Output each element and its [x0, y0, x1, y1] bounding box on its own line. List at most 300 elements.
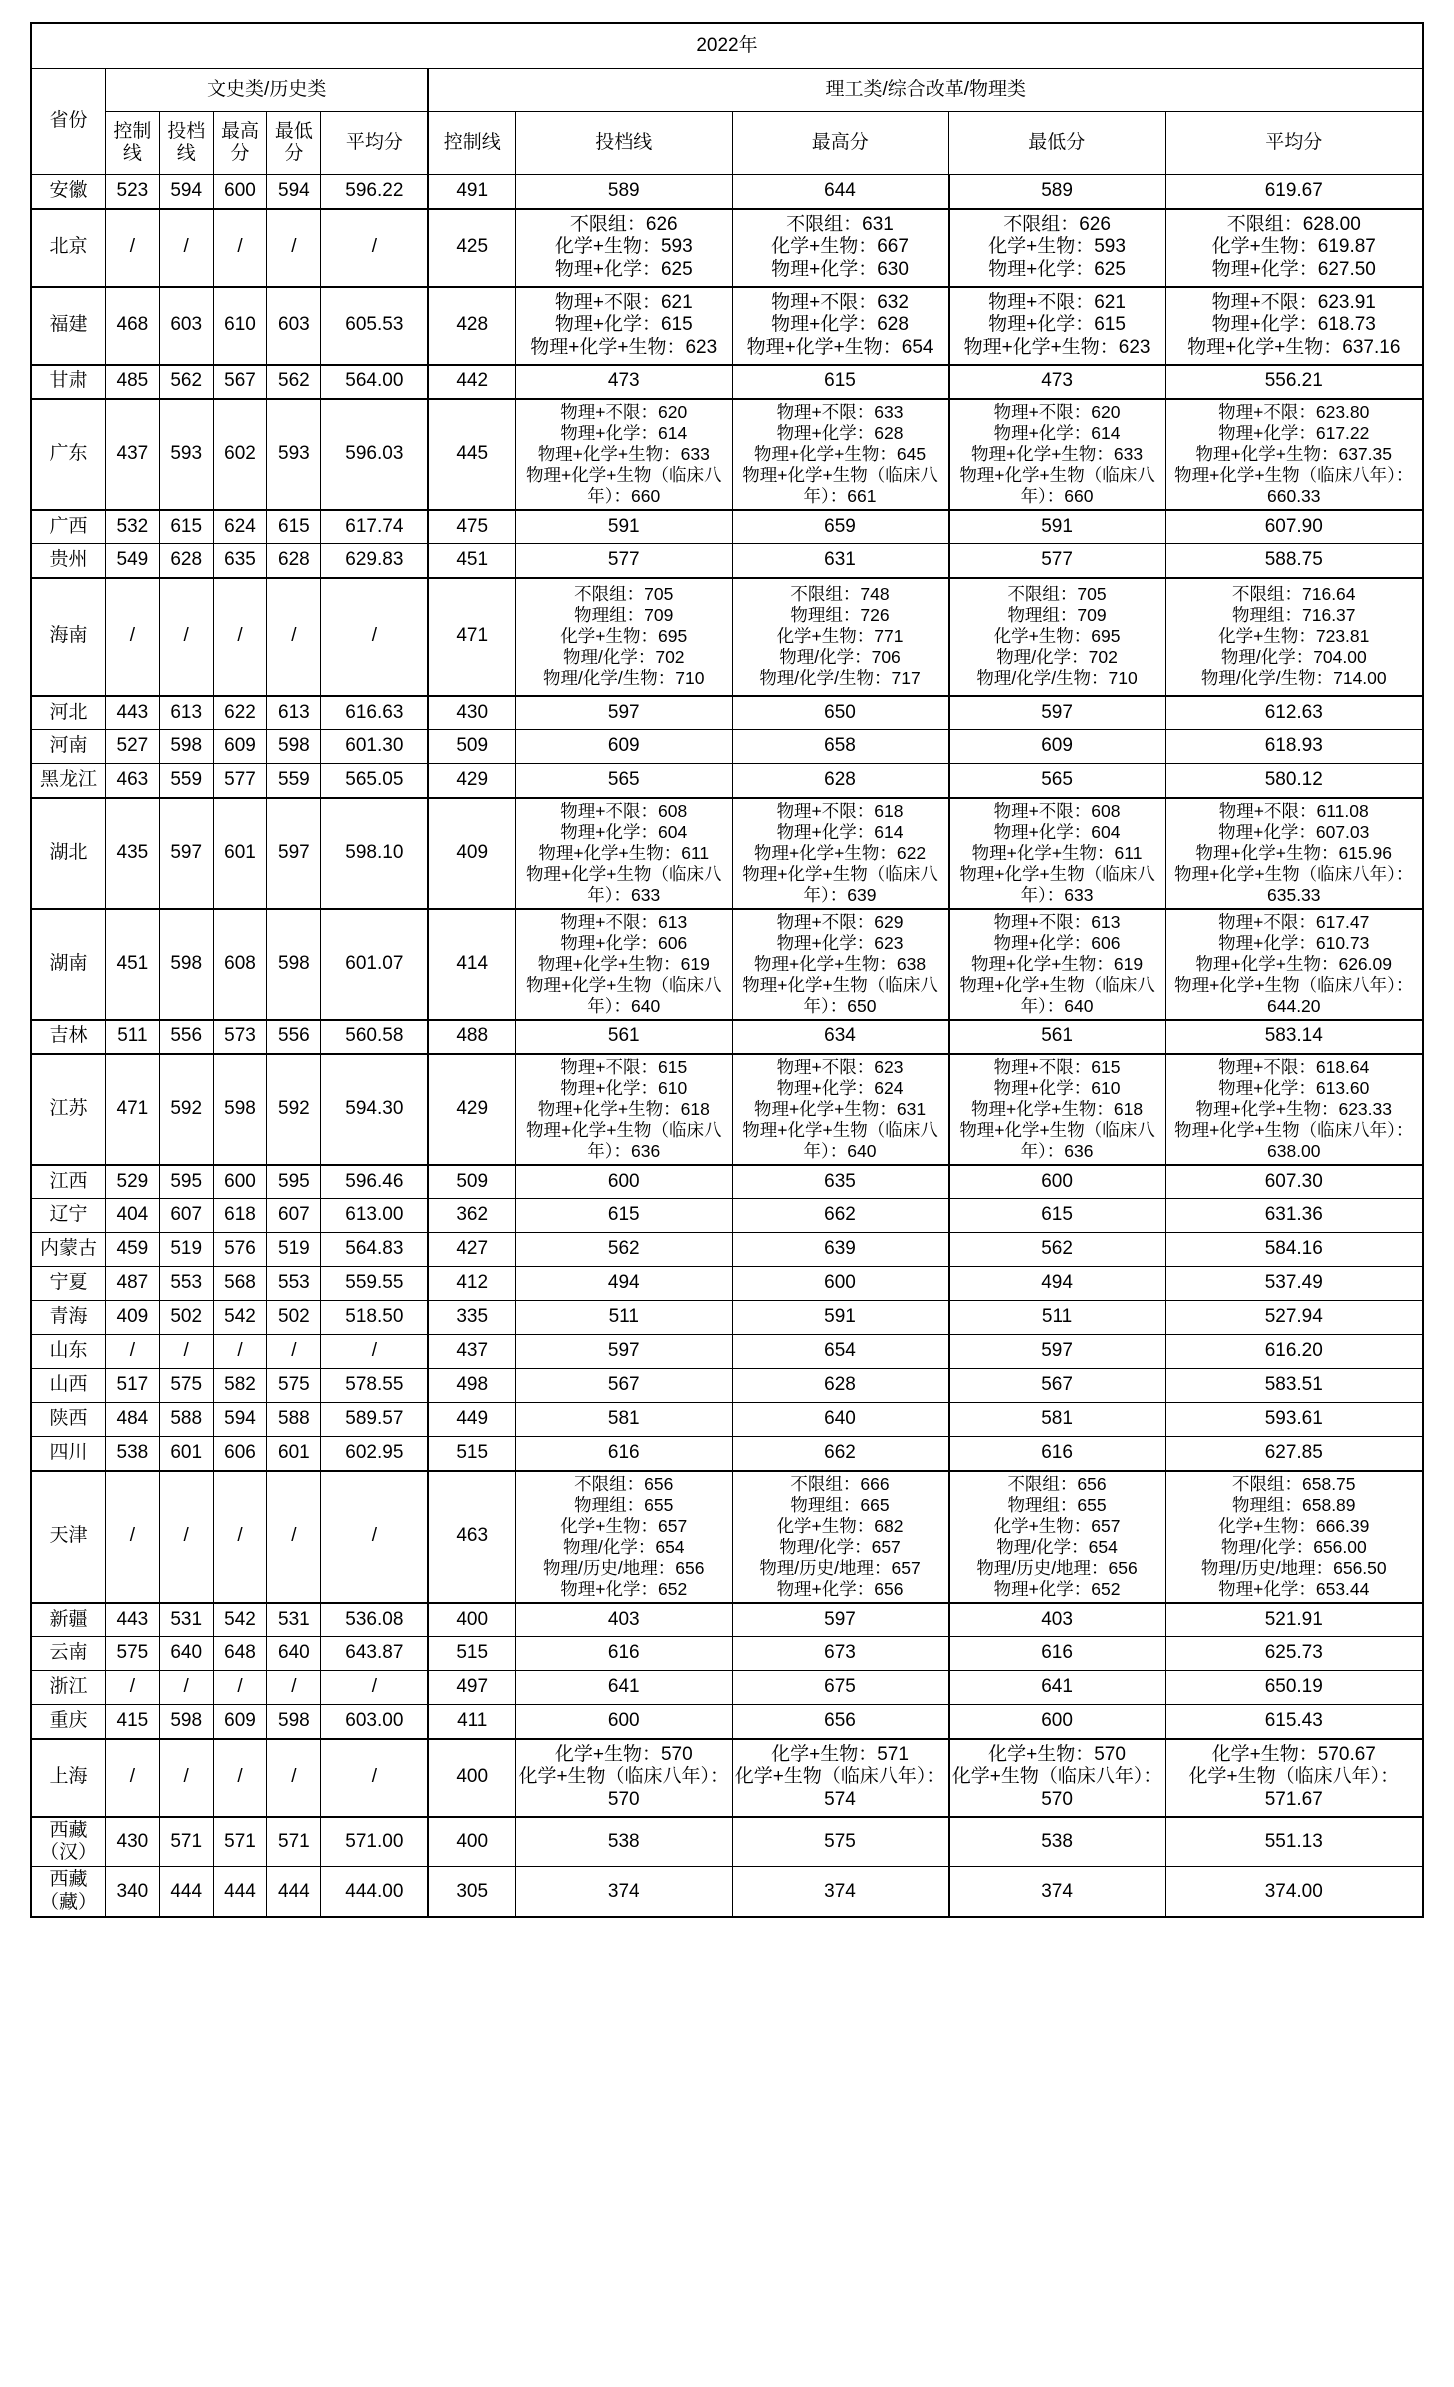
- cell-science-admit: 565: [516, 764, 733, 798]
- cell-science-admit: 494: [516, 1267, 733, 1301]
- cell-science-control: 437: [428, 1335, 515, 1369]
- cell-science-low: 562: [949, 1233, 1166, 1267]
- cell-science-control: 425: [428, 209, 515, 287]
- table-row: [31, 1369, 1423, 1403]
- table-row: [31, 1437, 1423, 1471]
- cell-liberal-control: 549: [105, 544, 159, 578]
- cell-liberal-control: 435: [105, 798, 159, 909]
- cell-science-admit: 物理+不限：620 物理+化学：614 物理+化学+生物：633 物理+化学+生物（临床八年）：660: [516, 399, 733, 510]
- cell-science-avg: 618.93: [1165, 730, 1423, 764]
- cell-liberal-admit: 597: [159, 798, 213, 909]
- table-row: [31, 764, 1423, 798]
- cell-science-avg: 615.43: [1165, 1705, 1423, 1739]
- cell-liberal-admit: 562: [159, 365, 213, 399]
- cell-science-admit: 化学+生物：570 化学+生物（临床八年）：570: [516, 1739, 733, 1817]
- cell-liberal-avg: /: [321, 1671, 429, 1705]
- cell-province: 西藏（藏）: [31, 1867, 105, 1917]
- cell-liberal-admit: 594: [159, 175, 213, 209]
- cell-liberal-control: 529: [105, 1165, 159, 1199]
- cell-science-high: 物理+不限：623 物理+化学：624 物理+化学+生物：631 物理+化学+生物（临床八年）：640: [732, 1054, 949, 1165]
- cell-province: 甘肃: [31, 365, 105, 399]
- cell-liberal-admit: 575: [159, 1369, 213, 1403]
- cell-science-low: 物理+不限：613 物理+化学：606 物理+化学+生物：619 物理+化学+生物（临床八年）：640: [949, 909, 1166, 1020]
- cell-liberal-high: 609: [213, 1705, 267, 1739]
- header-avg-science: 平均分: [1165, 112, 1423, 175]
- cell-science-avg: 374.00: [1165, 1867, 1423, 1917]
- cell-science-high: 不限组：748 物理组：726 化学+生物：771 物理/化学：706 物理/化学/生物：717: [732, 578, 949, 696]
- cell-science-low: 641: [949, 1671, 1166, 1705]
- table-row: [31, 209, 1423, 287]
- cell-liberal-admit: 571: [159, 1817, 213, 1867]
- cell-liberal-admit: 592: [159, 1054, 213, 1165]
- cell-liberal-control: 468: [105, 287, 159, 365]
- table-row: [31, 1817, 1423, 1867]
- cell-liberal-control: 430: [105, 1817, 159, 1867]
- cell-liberal-low: 615: [267, 510, 321, 544]
- cell-science-low: 567: [949, 1369, 1166, 1403]
- table-row: [31, 1403, 1423, 1437]
- cell-science-admit: 581: [516, 1403, 733, 1437]
- cell-science-high: 656: [732, 1705, 949, 1739]
- cell-science-high: 654: [732, 1335, 949, 1369]
- cell-science-avg: 不限组：658.75 物理组：658.89 化学+生物：666.39 物理/化学：656.00 物理/历史/地理：656.50 物理+化学：653.44: [1165, 1471, 1423, 1603]
- cell-liberal-high: /: [213, 1739, 267, 1817]
- table-row: [31, 1165, 1423, 1199]
- cell-science-admit: 600: [516, 1165, 733, 1199]
- cell-science-avg: 物理+不限：623.91 物理+化学：618.73 物理+化学+生物：637.16: [1165, 287, 1423, 365]
- cell-province: 上海: [31, 1739, 105, 1817]
- cell-province: 江苏: [31, 1054, 105, 1165]
- cell-liberal-control: 443: [105, 1603, 159, 1637]
- table-row: [31, 1705, 1423, 1739]
- cell-liberal-low: /: [267, 1739, 321, 1817]
- cell-science-avg: 607.90: [1165, 510, 1423, 544]
- header-group-liberal: 文史类/历史类: [105, 69, 428, 112]
- cell-science-control: 491: [428, 175, 515, 209]
- cell-science-avg: 593.61: [1165, 1403, 1423, 1437]
- cell-liberal-control: 459: [105, 1233, 159, 1267]
- cell-science-avg: 650.19: [1165, 1671, 1423, 1705]
- cell-science-admit: 577: [516, 544, 733, 578]
- cell-liberal-low: /: [267, 1671, 321, 1705]
- cell-science-control: 429: [428, 1054, 515, 1165]
- cell-science-high: 675: [732, 1671, 949, 1705]
- cell-province: 海南: [31, 578, 105, 696]
- cell-liberal-admit: 593: [159, 399, 213, 510]
- group-header-row: [31, 69, 1423, 112]
- cell-liberal-high: 610: [213, 287, 267, 365]
- cell-science-low: 不限组：705 物理组：709 化学+生物：695 物理/化学：702 物理/化学/生物：710: [949, 578, 1166, 696]
- cell-liberal-low: 598: [267, 730, 321, 764]
- cell-liberal-avg: 565.05: [321, 764, 429, 798]
- cell-science-avg: 521.91: [1165, 1603, 1423, 1637]
- cell-science-low: 不限组：626 化学+生物：593 物理+化学：625: [949, 209, 1166, 287]
- cell-liberal-avg: 594.30: [321, 1054, 429, 1165]
- cell-province: 辽宁: [31, 1199, 105, 1233]
- header-high-liberal: 最高分: [213, 112, 267, 175]
- cell-liberal-avg: /: [321, 578, 429, 696]
- cell-liberal-low: 603: [267, 287, 321, 365]
- cell-liberal-admit: 603: [159, 287, 213, 365]
- cell-liberal-avg: 601.30: [321, 730, 429, 764]
- cell-liberal-high: 600: [213, 175, 267, 209]
- cell-liberal-high: /: [213, 209, 267, 287]
- cell-science-low: 不限组：656 物理组：655 化学+生物：657 物理/化学：654 物理/历史/地理：656 物理+化学：652: [949, 1471, 1166, 1603]
- cell-liberal-low: 575: [267, 1369, 321, 1403]
- cell-province: 北京: [31, 209, 105, 287]
- table-row: [31, 696, 1423, 730]
- cell-liberal-admit: 588: [159, 1403, 213, 1437]
- cell-science-high: 不限组：666 物理组：665 化学+生物：682 物理/化学：657 物理/历史/地理：657 物理+化学：656: [732, 1471, 949, 1603]
- page-title: 2022年: [31, 23, 1423, 69]
- cell-science-high: 物理+不限：629 物理+化学：623 物理+化学+生物：638 物理+化学+生物（临床八年）：650: [732, 909, 949, 1020]
- cell-liberal-avg: 629.83: [321, 544, 429, 578]
- cell-liberal-admit: 519: [159, 1233, 213, 1267]
- cell-liberal-control: 463: [105, 764, 159, 798]
- cell-science-admit: 600: [516, 1705, 733, 1739]
- header-control-science: 控制线: [428, 112, 515, 175]
- cell-science-avg: 583.51: [1165, 1369, 1423, 1403]
- cell-province: 陕西: [31, 1403, 105, 1437]
- cell-science-high: 631: [732, 544, 949, 578]
- cell-science-admit: 538: [516, 1817, 733, 1867]
- cell-liberal-low: 531: [267, 1603, 321, 1637]
- cell-science-avg: 537.49: [1165, 1267, 1423, 1301]
- cell-science-admit: 物理+不限：615 物理+化学：610 物理+化学+生物：618 物理+化学+生物（临床八年）：636: [516, 1054, 733, 1165]
- cell-science-control: 305: [428, 1867, 515, 1917]
- cell-province: 宁夏: [31, 1267, 105, 1301]
- cell-liberal-low: /: [267, 1471, 321, 1603]
- table-row: [31, 1233, 1423, 1267]
- cell-liberal-low: 562: [267, 365, 321, 399]
- cell-liberal-high: 567: [213, 365, 267, 399]
- cell-liberal-avg: 643.87: [321, 1637, 429, 1671]
- cell-science-high: 374: [732, 1867, 949, 1917]
- cell-liberal-low: 559: [267, 764, 321, 798]
- cell-liberal-avg: 444.00: [321, 1867, 429, 1917]
- cell-province: 四川: [31, 1437, 105, 1471]
- cell-science-control: 362: [428, 1199, 515, 1233]
- cell-liberal-low: 588: [267, 1403, 321, 1437]
- cell-science-control: 400: [428, 1739, 515, 1817]
- cell-liberal-admit: 556: [159, 1020, 213, 1054]
- header-group-science: 理工类/综合改革/物理类: [428, 69, 1423, 112]
- cell-science-admit: 不限组：626 化学+生物：593 物理+化学：625: [516, 209, 733, 287]
- cell-liberal-avg: /: [321, 209, 429, 287]
- cell-liberal-low: 640: [267, 1637, 321, 1671]
- cell-liberal-control: 409: [105, 1301, 159, 1335]
- cell-liberal-high: 606: [213, 1437, 267, 1471]
- cell-liberal-high: 609: [213, 730, 267, 764]
- cell-science-avg: 物理+不限：618.64 物理+化学：613.60 物理+化学+生物：623.33 物理+化学+生物（临床八年）：638.00: [1165, 1054, 1423, 1165]
- cell-science-high: 662: [732, 1199, 949, 1233]
- cell-liberal-avg: 616.63: [321, 696, 429, 730]
- cell-science-low: 600: [949, 1165, 1166, 1199]
- cell-science-admit: 597: [516, 696, 733, 730]
- cell-science-admit: 589: [516, 175, 733, 209]
- cell-province: 福建: [31, 287, 105, 365]
- cell-science-control: 411: [428, 1705, 515, 1739]
- cell-liberal-control: 404: [105, 1199, 159, 1233]
- cell-province: 山西: [31, 1369, 105, 1403]
- cell-liberal-avg: 559.55: [321, 1267, 429, 1301]
- cell-science-high: 591: [732, 1301, 949, 1335]
- cell-science-avg: 627.85: [1165, 1437, 1423, 1471]
- cell-science-control: 509: [428, 1165, 515, 1199]
- cell-liberal-control: /: [105, 1739, 159, 1817]
- cell-province: 河南: [31, 730, 105, 764]
- cell-science-admit: 物理+不限：621 物理+化学：615 物理+化学+生物：623: [516, 287, 733, 365]
- table-row: [31, 578, 1423, 696]
- cell-liberal-avg: 596.22: [321, 175, 429, 209]
- cell-science-admit: 609: [516, 730, 733, 764]
- cell-province: 吉林: [31, 1020, 105, 1054]
- cell-liberal-admit: 628: [159, 544, 213, 578]
- cell-liberal-admit: 553: [159, 1267, 213, 1301]
- cell-liberal-low: /: [267, 578, 321, 696]
- cell-science-low: 494: [949, 1267, 1166, 1301]
- cell-liberal-low: 592: [267, 1054, 321, 1165]
- cell-science-low: 473: [949, 365, 1166, 399]
- cell-liberal-low: 595: [267, 1165, 321, 1199]
- title-row: [31, 23, 1423, 69]
- cell-liberal-control: 575: [105, 1637, 159, 1671]
- cell-province: 天津: [31, 1471, 105, 1603]
- cell-liberal-admit: 598: [159, 730, 213, 764]
- cell-liberal-high: 601: [213, 798, 267, 909]
- table-row: [31, 365, 1423, 399]
- cell-liberal-control: 415: [105, 1705, 159, 1739]
- cell-science-low: 577: [949, 544, 1166, 578]
- cell-science-control: 515: [428, 1637, 515, 1671]
- cell-liberal-high: 582: [213, 1369, 267, 1403]
- cell-science-control: 497: [428, 1671, 515, 1705]
- header-admit-science: 投档线: [516, 112, 733, 175]
- cell-liberal-avg: 564.00: [321, 365, 429, 399]
- cell-science-low: 511: [949, 1301, 1166, 1335]
- cell-province: 山东: [31, 1335, 105, 1369]
- cell-science-high: 644: [732, 175, 949, 209]
- cell-science-high: 600: [732, 1267, 949, 1301]
- cell-liberal-control: 527: [105, 730, 159, 764]
- cell-liberal-low: 593: [267, 399, 321, 510]
- cell-science-control: 471: [428, 578, 515, 696]
- cell-liberal-admit: 595: [159, 1165, 213, 1199]
- cell-liberal-admit: 531: [159, 1603, 213, 1637]
- cell-liberal-avg: 589.57: [321, 1403, 429, 1437]
- table-row: [31, 1054, 1423, 1165]
- cell-province: 重庆: [31, 1705, 105, 1739]
- cell-liberal-high: 571: [213, 1817, 267, 1867]
- cell-science-avg: 556.21: [1165, 365, 1423, 399]
- table-row: [31, 510, 1423, 544]
- cell-science-control: 414: [428, 909, 515, 1020]
- cell-science-low: 374: [949, 1867, 1166, 1917]
- cell-liberal-avg: 605.53: [321, 287, 429, 365]
- cell-province: 江西: [31, 1165, 105, 1199]
- cell-science-high: 不限组：631 化学+生物：667 物理+化学：630: [732, 209, 949, 287]
- cell-science-high: 639: [732, 1233, 949, 1267]
- column-header-row: [31, 112, 1423, 175]
- cell-liberal-high: 622: [213, 696, 267, 730]
- table-row: [31, 544, 1423, 578]
- cell-science-control: 429: [428, 764, 515, 798]
- cell-science-avg: 580.12: [1165, 764, 1423, 798]
- cell-liberal-admit: /: [159, 209, 213, 287]
- cell-science-avg: 物理+不限：623.80 物理+化学：617.22 物理+化学+生物：637.35 物理+化学+生物（临床八年）：660.33: [1165, 399, 1423, 510]
- cell-science-high: 物理+不限：633 物理+化学：628 物理+化学+生物：645 物理+化学+生物（临床八年）：661: [732, 399, 949, 510]
- cell-science-avg: 551.13: [1165, 1817, 1423, 1867]
- cell-science-control: 442: [428, 365, 515, 399]
- cell-science-high: 615: [732, 365, 949, 399]
- cell-science-avg: 583.14: [1165, 1020, 1423, 1054]
- cell-liberal-high: 624: [213, 510, 267, 544]
- cell-liberal-high: /: [213, 1671, 267, 1705]
- cell-science-high: 650: [732, 696, 949, 730]
- cell-science-admit: 403: [516, 1603, 733, 1637]
- cell-liberal-avg: 564.83: [321, 1233, 429, 1267]
- cell-liberal-control: /: [105, 1471, 159, 1603]
- cell-science-low: 589: [949, 175, 1166, 209]
- cell-liberal-admit: 640: [159, 1637, 213, 1671]
- cell-science-control: 509: [428, 730, 515, 764]
- header-low-science: 最低分: [949, 112, 1166, 175]
- cell-science-admit: 591: [516, 510, 733, 544]
- cell-liberal-low: 594: [267, 175, 321, 209]
- cell-liberal-admit: 615: [159, 510, 213, 544]
- header-low-liberal: 最低分: [267, 112, 321, 175]
- cell-science-control: 451: [428, 544, 515, 578]
- cell-science-low: 597: [949, 696, 1166, 730]
- cell-science-high: 635: [732, 1165, 949, 1199]
- cell-province: 内蒙古: [31, 1233, 105, 1267]
- cell-science-low: 物理+不限：608 物理+化学：604 物理+化学+生物：611 物理+化学+生物（临床八年）：633: [949, 798, 1166, 909]
- cell-liberal-avg: 571.00: [321, 1817, 429, 1867]
- cell-liberal-control: 340: [105, 1867, 159, 1917]
- cell-liberal-admit: /: [159, 1671, 213, 1705]
- cell-science-control: 430: [428, 696, 515, 730]
- cell-science-high: 673: [732, 1637, 949, 1671]
- cell-liberal-admit: /: [159, 1739, 213, 1817]
- cell-province: 河北: [31, 696, 105, 730]
- table-row: [31, 287, 1423, 365]
- cell-liberal-control: 511: [105, 1020, 159, 1054]
- cell-liberal-avg: 617.74: [321, 510, 429, 544]
- cell-science-avg: 612.63: [1165, 696, 1423, 730]
- cell-science-low: 581: [949, 1403, 1166, 1437]
- cell-science-control: 335: [428, 1301, 515, 1335]
- cell-liberal-high: 576: [213, 1233, 267, 1267]
- table-row: [31, 909, 1423, 1020]
- cell-liberal-low: 607: [267, 1199, 321, 1233]
- cell-science-avg: 619.67: [1165, 175, 1423, 209]
- cell-science-high: 575: [732, 1817, 949, 1867]
- cell-liberal-high: 598: [213, 1054, 267, 1165]
- cell-liberal-high: /: [213, 1335, 267, 1369]
- table-row: [31, 1603, 1423, 1637]
- cell-science-low: 609: [949, 730, 1166, 764]
- cell-liberal-low: 601: [267, 1437, 321, 1471]
- cell-liberal-low: 556: [267, 1020, 321, 1054]
- header-avg-liberal: 平均分: [321, 112, 429, 175]
- cell-science-low: 565: [949, 764, 1166, 798]
- cell-liberal-avg: 613.00: [321, 1199, 429, 1233]
- cell-science-control: 445: [428, 399, 515, 510]
- cell-science-low: 物理+不限：621 物理+化学：615 物理+化学+生物：623: [949, 287, 1166, 365]
- cell-liberal-low: /: [267, 1335, 321, 1369]
- cell-liberal-avg: 602.95: [321, 1437, 429, 1471]
- cell-science-admit: 374: [516, 1867, 733, 1917]
- cell-liberal-low: 598: [267, 1705, 321, 1739]
- cell-liberal-low: 571: [267, 1817, 321, 1867]
- table-row: [31, 1267, 1423, 1301]
- table-row: [31, 1335, 1423, 1369]
- cell-province: 湖南: [31, 909, 105, 1020]
- cell-liberal-admit: 607: [159, 1199, 213, 1233]
- cell-province: 西藏（汉）: [31, 1817, 105, 1867]
- cell-liberal-avg: 518.50: [321, 1301, 429, 1335]
- cell-science-control: 428: [428, 287, 515, 365]
- cell-liberal-control: 437: [105, 399, 159, 510]
- cell-liberal-high: 594: [213, 1403, 267, 1437]
- cell-science-control: 400: [428, 1603, 515, 1637]
- cell-liberal-low: /: [267, 209, 321, 287]
- cell-science-low: 615: [949, 1199, 1166, 1233]
- table-row: [31, 399, 1423, 510]
- cell-science-low: 物理+不限：615 物理+化学：610 物理+化学+生物：618 物理+化学+生物（临床八年）：636: [949, 1054, 1166, 1165]
- cell-science-admit: 616: [516, 1637, 733, 1671]
- cell-liberal-avg: 596.03: [321, 399, 429, 510]
- cell-liberal-control: /: [105, 209, 159, 287]
- cell-province: 黑龙江: [31, 764, 105, 798]
- cell-liberal-avg: 578.55: [321, 1369, 429, 1403]
- cell-liberal-control: 485: [105, 365, 159, 399]
- cell-liberal-control: 487: [105, 1267, 159, 1301]
- cell-liberal-high: /: [213, 578, 267, 696]
- cell-liberal-avg: 603.00: [321, 1705, 429, 1739]
- cell-liberal-avg: 560.58: [321, 1020, 429, 1054]
- cell-science-high: 597: [732, 1603, 949, 1637]
- cell-science-control: 449: [428, 1403, 515, 1437]
- cell-liberal-avg: /: [321, 1471, 429, 1603]
- table-row: [31, 1637, 1423, 1671]
- cell-liberal-avg: 598.10: [321, 798, 429, 909]
- cell-science-low: 616: [949, 1437, 1166, 1471]
- cell-liberal-admit: 613: [159, 696, 213, 730]
- cell-province: 安徽: [31, 175, 105, 209]
- cell-science-low: 403: [949, 1603, 1166, 1637]
- cell-science-low: 561: [949, 1020, 1166, 1054]
- cell-science-avg: 527.94: [1165, 1301, 1423, 1335]
- cell-science-avg: 物理+不限：617.47 物理+化学：610.73 物理+化学+生物：626.09 物理+化学+生物（临床八年）：644.20: [1165, 909, 1423, 1020]
- table-row: [31, 730, 1423, 764]
- cell-liberal-high: 568: [213, 1267, 267, 1301]
- cell-liberal-control: 523: [105, 175, 159, 209]
- table-head: [31, 23, 1423, 175]
- cell-science-low: 616: [949, 1637, 1166, 1671]
- cell-science-admit: 不限组：656 物理组：655 化学+生物：657 物理/化学：654 物理/历史/地理：656 物理+化学：652: [516, 1471, 733, 1603]
- table-row: [31, 1020, 1423, 1054]
- cell-liberal-admit: 444: [159, 1867, 213, 1917]
- cell-science-control: 412: [428, 1267, 515, 1301]
- cell-science-admit: 641: [516, 1671, 733, 1705]
- cell-liberal-control: 532: [105, 510, 159, 544]
- cell-liberal-low: 553: [267, 1267, 321, 1301]
- cell-liberal-avg: /: [321, 1335, 429, 1369]
- cell-liberal-control: 443: [105, 696, 159, 730]
- cell-science-admit: 物理+不限：613 物理+化学：606 物理+化学+生物：619 物理+化学+生物（临床八年）：640: [516, 909, 733, 1020]
- cell-science-avg: 631.36: [1165, 1199, 1423, 1233]
